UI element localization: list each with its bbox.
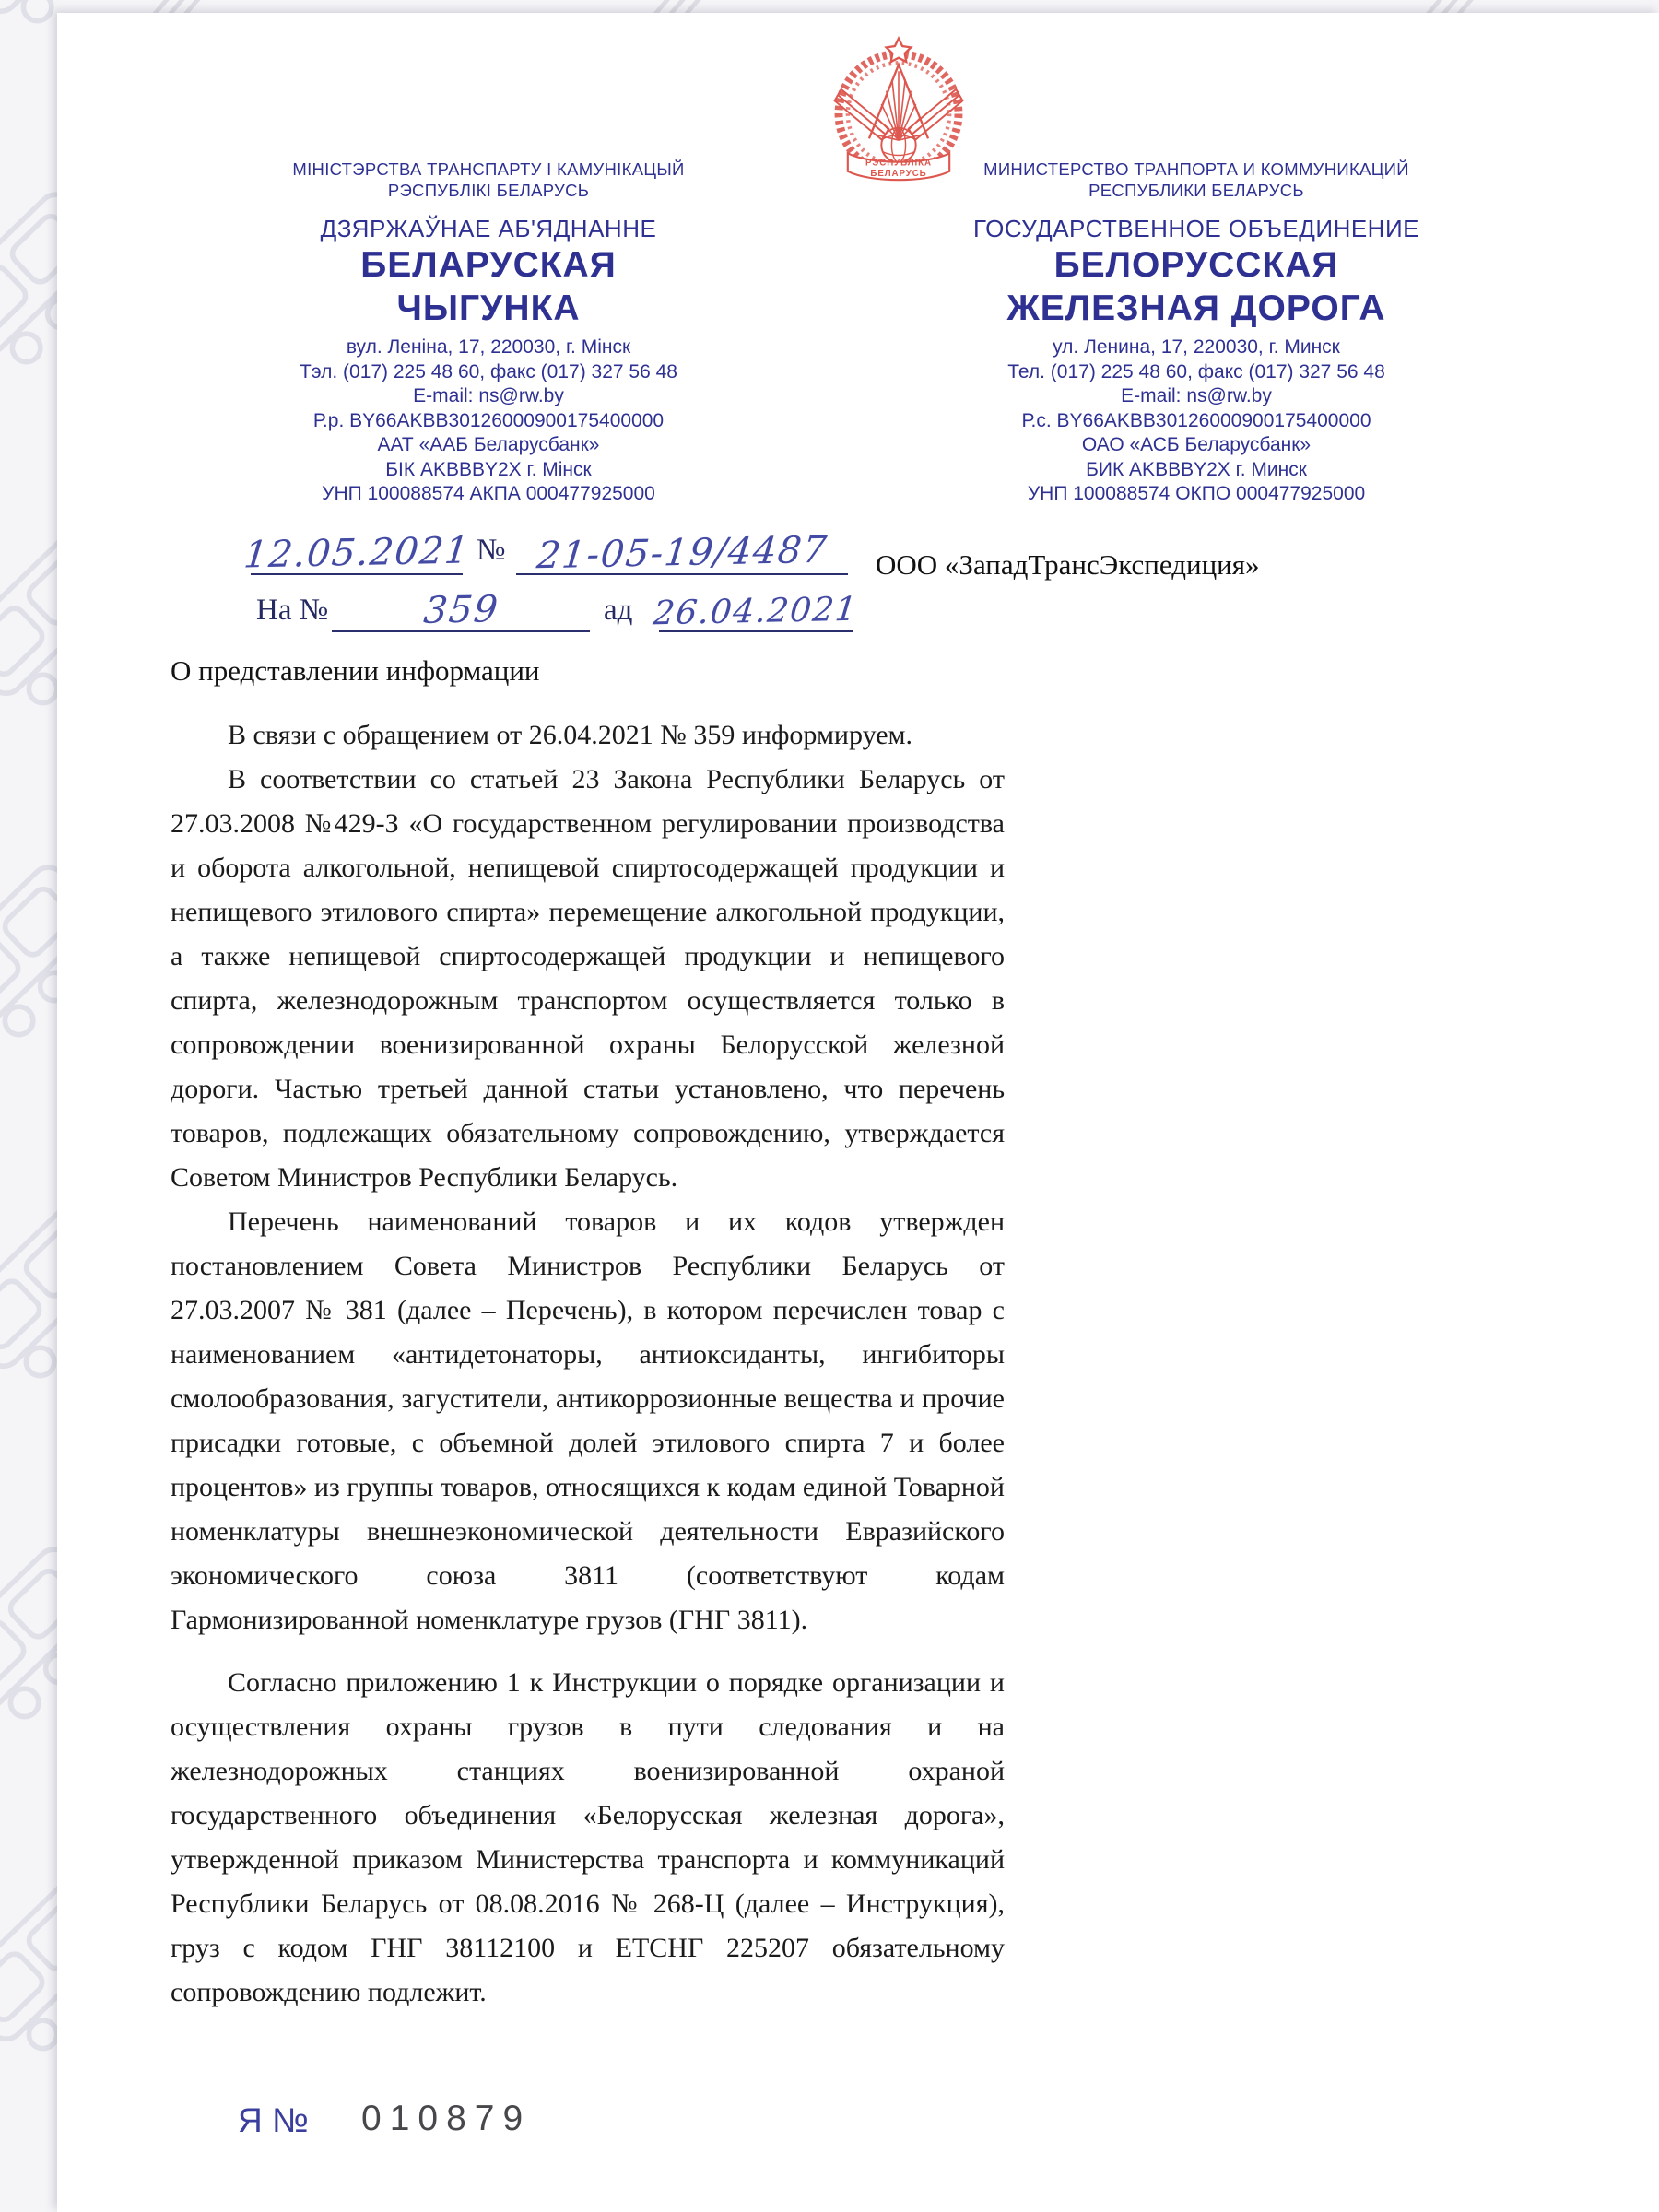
letterhead-left-belarusian — [212, 159, 765, 507]
emblem-ribbon-text-line2: БЕЛАРУСЬ — [870, 169, 927, 180]
outgoing-number-field — [516, 518, 848, 578]
document-page — [57, 13, 1659, 2212]
address-line: ААТ «ААБ Беларусбанк» — [377, 434, 600, 455]
address-line: УНП 100088574 ОКПО 000477925000 — [1027, 483, 1366, 504]
ministry-line1-be: МІНІСТЭРСТВА ТРАНСПАРТУ І КАМУНІКАЦЫЙ — [292, 159, 685, 179]
body-paragraph: В связи с обращением от 26.04.2021 № 359 информируем. — [228, 720, 912, 750]
incoming-number-field — [332, 579, 590, 632]
address-line: Тэл. (017) 225 48 60, факс (017) 327 56 48 — [300, 360, 677, 382]
body-paragraph: В соответствии со статьей 23 Закона Республики Беларусь от 27.03.2008 №429-З «О государственном регулировании производства и оборота алкогольной, непищевой спиртосодержащей продукции и непищевого этилового спирта» перемещение алкогольной продукции, а также непищевой спиртосодержащей продукции и непищевого спирта, железнодорожным транспортом осуществляется только в сопровождении военизированной охраны Белорусской железной дороги. Частью третьей данной статьи установлено, что перечень товаров, подлежащих обязательному сопровождению, утверждается Советом Министров Республики Беларусь. — [171, 764, 1005, 1193]
org-name-ru-line1: БЕЛОРУССКАЯ — [1053, 245, 1339, 285]
address-block-ru — [920, 335, 1473, 507]
ministry-name-ru — [920, 159, 1473, 201]
ministry-line2-ru: РЕСПУБЛИКИ БЕЛАРУСЬ — [1088, 181, 1304, 200]
address-line: E-mail: ns@rw.by — [413, 385, 564, 406]
address-block-be — [212, 335, 765, 507]
incoming-number-label: На № — [256, 594, 329, 627]
emblem-ribbon-text-line1: РЭСПУБЛІКА — [865, 158, 932, 169]
form-number: 010879 — [361, 2099, 532, 2138]
ministry-name-be — [212, 159, 765, 201]
org-name-ru-line2: ЖЕЛЕЗНАЯ ДОРОГА — [1006, 288, 1386, 328]
body-paragraph: Согласно приложению 1 к Инструкции о порядке организации и осуществления охраны грузов в пути следования и на железнодорожных станциях военизированной охраной государственного объединения «Белорусская железная дорога», утвержденной приказом Министерства транспорта и коммуникаций Республики Беларусь от 08.08.2016 № 268-Ц (далее – Инструкция), груз с кодом ГНГ 38112100 и ЕТСНГ 225207 обязательному сопровождению подлежит. — [171, 1667, 1005, 2007]
outgoing-number-label: № — [477, 534, 506, 567]
incoming-from-label: ад — [604, 594, 633, 627]
address-line: вул. Леніна, 17, 220030, г. Мінск — [346, 336, 631, 358]
subject-line: О представлении информации — [171, 654, 540, 687]
address-line: E-mail: ns@rw.by — [1121, 385, 1272, 406]
address-line: БИК AKBBBY2X г. Минск — [1086, 458, 1307, 480]
ministry-line2-be: РЭСПУБЛІКІ БЕЛАРУСЬ — [387, 181, 590, 200]
address-line: БІК AKBBBY2X г. Мінск — [385, 458, 592, 480]
address-line: УНП 100088574 АКПА 000477925000 — [322, 483, 655, 504]
address-line: ул. Ленина, 17, 220030, г. Минск — [1053, 336, 1340, 358]
org-name-be-line1: БЕЛАРУСКАЯ — [360, 245, 617, 285]
outgoing-date-field — [241, 522, 472, 577]
address-line: Тел. (017) 225 48 60, факс (017) 327 56 48 — [1007, 360, 1385, 382]
incoming-number-handwritten: 359 — [421, 588, 500, 632]
incoming-date-handwritten: 26.04.2021 — [652, 590, 861, 633]
org-name-be-line2: ЧЫГУНКА — [396, 288, 581, 328]
incoming-date-field — [652, 579, 861, 633]
recipient-name: ООО «ЗападТрансЭкспедиция» — [876, 548, 1260, 581]
address-line: Р.с. BY66AKBB30126000900175400000 — [1021, 409, 1371, 431]
address-line: Р.р. BY66AKBB30126000900175400000 — [312, 409, 665, 431]
outgoing-date-handwritten: 12.05.2021 — [241, 529, 472, 577]
body-paragraph: Перечень наименований товаров и их кодов утвержден постановлением Совета Министров Республики Беларусь от 27.03.2007 № 381 (далее – Перечень), в котором перечислен товар с наименованием «антидетонаторы, антиоксиданты, ингибиторы смолообразования, загустители, антикоррозионные вещества и прочие присадки готовые, с объемной долей этилового спирта 7 и более процентов» из группы товаров, относящихся к кодам единой Товарной номенклатуры внешнеэкономической деятельности Евразийского экономического союза 3811 (соответствуют кодам Гармонизированной номенклатуре грузов (ГНГ 3811). — [171, 1206, 1005, 1635]
org-type-ru: ГОСУДАРСТВЕННОЕ ОБЪЕДИНЕНИЕ — [973, 215, 1419, 242]
address-line: ОАО «АСБ Беларусбанк» — [1081, 434, 1312, 455]
letterhead-right-russian — [920, 159, 1473, 507]
org-type-be: ДЗЯРЖАЎНАЕ АБ'ЯДНАННЕ — [320, 215, 657, 242]
form-series-label: Я № — [238, 2101, 309, 2139]
outgoing-number-handwritten: 21-05-19/4487 — [535, 528, 830, 578]
letter-body — [171, 713, 1005, 2015]
ministry-line1-ru: МИНИСТЕРСТВО ТРАНПОРТА И КОММУНИКАЦИЙ — [983, 159, 1409, 179]
